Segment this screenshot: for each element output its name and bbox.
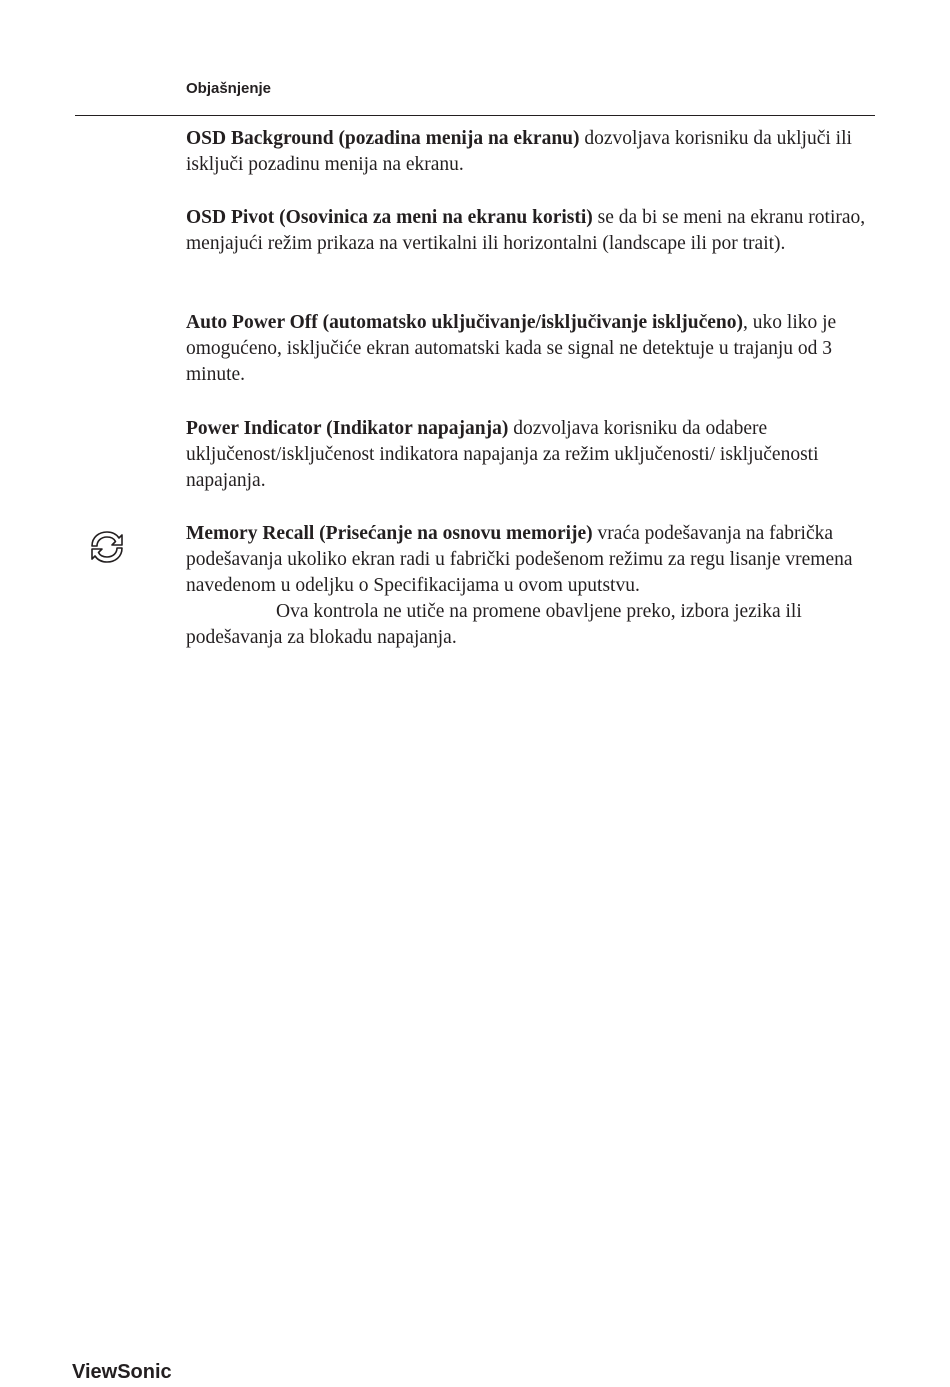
entry-description: dozvoljava korisniku da odabere uključenost/isključenost indikatora napajanja za režim uključenosti/ isključenosti napajanja. <box>186 418 819 491</box>
entry-term: OSD Pivot (Osovinica za meni na ekranu koristi) <box>186 207 593 228</box>
entry-term: Auto Power Off (automatsko uključivanje/isključivanje isključeno) <box>186 312 744 333</box>
entry-description: vraća podešavanja na fabrička podešavanja ukoliko ekran radi u fabrički podešenom režimu za regu lisanje vremena navedenom u odeljku o Specifikacijama u ovom uputstvu. <box>186 523 853 596</box>
entry-term: OSD Background (pozadina menija na ekranu) <box>186 128 580 149</box>
header-divider <box>75 115 875 116</box>
entry-description: dozvoljava korisniku da uključi ili isključi pozadinu menija na ekranu. <box>186 128 852 175</box>
entry-term: Power Indicator (Indikator napajanja) <box>186 418 509 439</box>
entry-note: Ova kontrola ne utiče na promene obavljene preko, izbora jezika ili podešavanja za blokadu napajanja. <box>186 601 802 648</box>
footer-brand: ViewSonic <box>72 1361 172 1383</box>
entry-description: , uko liko je omogućeno, isključiće ekran automatski kada se signal ne detektuje u trajanju od 3 minute. <box>186 312 837 385</box>
entry-osd-pivot <box>186 205 876 257</box>
section-header: Objašnjenje <box>186 80 272 97</box>
entry-description: se da bi se meni na ekranu rotirao, menjajući režim prikaza na vertikalni ili horizontalni (landscape ili por trait). <box>186 207 866 254</box>
entry-auto-power-off <box>186 310 876 388</box>
entry-term: Memory Recall (Prisećanje na osnovu memorije) <box>186 523 593 544</box>
entry-power-indicator <box>186 416 876 494</box>
entry-memory-recall <box>186 521 876 651</box>
entry-osd-background <box>186 126 876 178</box>
memory-recall-icon <box>86 526 128 568</box>
